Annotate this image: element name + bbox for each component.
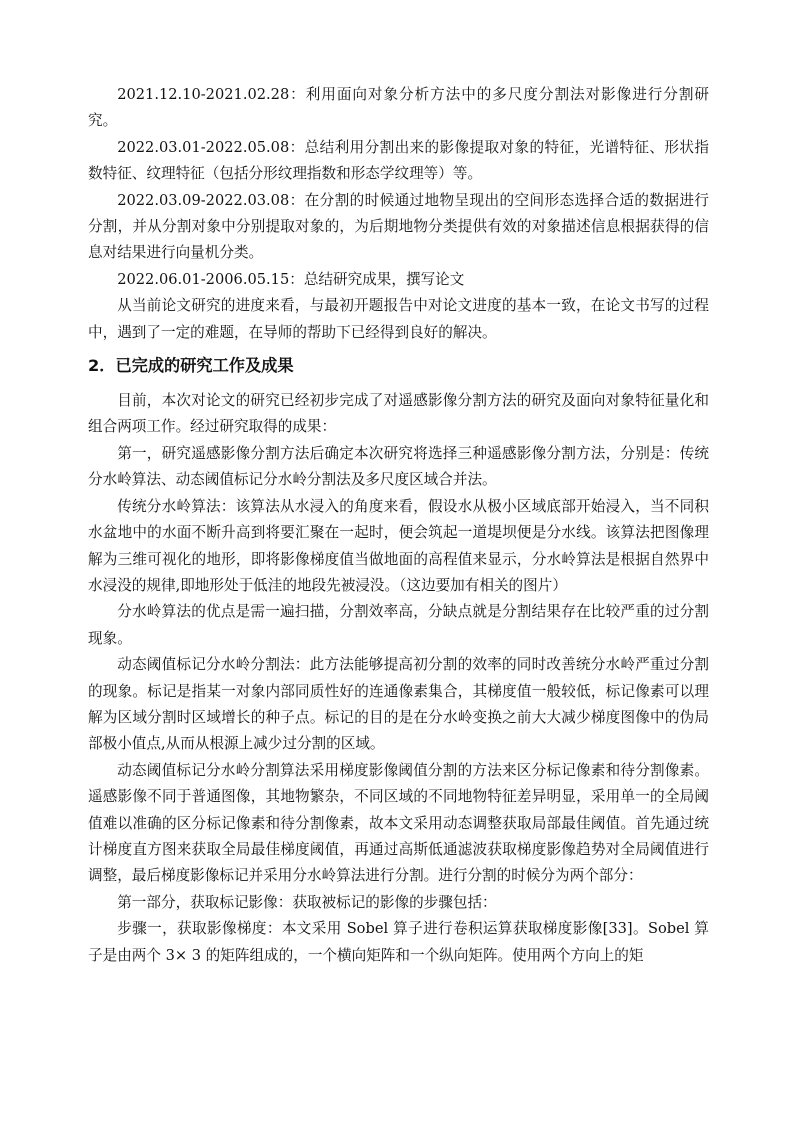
paragraph-watershed-pros-cons: 分水岭算法的优点是需一遍扫描，分割效率高，分缺点就是分割结果存在比较严重的过分割现象。 bbox=[88, 603, 709, 647]
paragraph-dynamic-threshold-method: 动态阈值标记分水岭分割算法采用梯度影像阈值分割的方法来区分标记像素和待分割像素。遥感影像不同于普通图像，其地物繁杂，不同区域的不同地物特征差异明显，采用单一的全局阈值难以准确的区分标记像素和待分割像素，故本文采用动态调整获取局部最佳阈值。首先通过统计梯度直方图来获取全局最佳梯度阈值，再通过高斯低通滤波获取梯度影像趋势对全局阈值进行调整，最后梯度影像标记并采用分水岭算法进行分割。进行分割的时候分为两个部分： bbox=[88, 761, 709, 885]
paragraph-schedule-1: 2021.12.10-2021.02.28：利用面向对象分析方法中的多尺度分割法对影像进行分割研究。 bbox=[88, 86, 709, 130]
paragraph-progress-summary: 从当前论文研究的进度来看，与最初开题报告中对论文进度的基本一致，在论文书写的过程中，遇到了一定的难题，在导师的帮助下已经得到良好的解决。 bbox=[88, 297, 709, 341]
paragraph-first-result: 第一，研究遥感影像分割方法后确定本次研究将选择三种遥感影像分割方法，分别是：传统分水岭算法、动态阈值标记分水岭分割法及多尺度区域合并法。 bbox=[88, 444, 709, 489]
paragraph-part-one: 第一部分，获取标记影像：获取被标记的影像的步骤包括： bbox=[117, 893, 497, 911]
paragraph-schedule-3: 2022.03.09-2022.03.08：在分割的时候通过地物呈现出的空间形态选择合适的数据进行分割，并从分割对象中分别提取对象的，为后期地物分类提供有效的对象描述信息根据获得的信息对结果进行向量机分类。 bbox=[88, 191, 709, 262]
paragraph-watershed: 传统分水岭算法：该算法从水浸入的角度来看，假设水从极小区域底部开始浸入，当不同积水盆地中的水面不断升高到将要汇聚在一起时，便会筑起一道堤坝便是分水线。该算法把图像理解为三维可视化的地形，即将影像梯度值当做地面的高程值来显示，分水岭算法是根据自然界中水浸没的规律,即地形处于低洼的地段先被浸没。（这边要加有相关的图片） bbox=[88, 497, 709, 594]
paragraph-step-one: 步骤一，获取影像梯度：本文采用 Sobel 算子进行卷积运算获取梯度影像[33]。Sobel 算子是由两个 3× 3 的矩阵组成的，一个横向矩阵和一个纵向矩阵。使用两个方向上的矩 bbox=[88, 920, 709, 964]
paragraph-dynamic-threshold: 动态阈值标记分水岭分割法：此方法能够提高初分割的效率的同时改善统分水岭严重过分割的现象。标记是指某一对象内部同质性好的连通像素集合，其梯度值一般较低，标记像素可以理解为区域分割时区域增长的种子点。标记的目的是在分水岭变换之前大大减少梯度图像中的伪局部极小值点,从而从根源上减少过分割的区域。 bbox=[88, 656, 709, 753]
paragraph-intro: 目前，本次对论文的研究已经初步完成了对遥感影像分割方法的研究及面向对象特征量化和组合两项工作。经过研究取得的成果： bbox=[88, 392, 709, 436]
section-heading: 2．已完成的研究工作及成果 bbox=[88, 356, 294, 376]
paragraph-schedule-4: 2022.06.01-2006.05.15：总结研究成果，撰写论文 bbox=[117, 270, 465, 288]
paragraph-schedule-2: 2022.03.01-2022.05.08：总结利用分割出来的影像提取对象的特征，光谱特征、形状指数特征、纹理特征（包括分形纹理指数和形态学纹理等）等。 bbox=[88, 138, 709, 183]
